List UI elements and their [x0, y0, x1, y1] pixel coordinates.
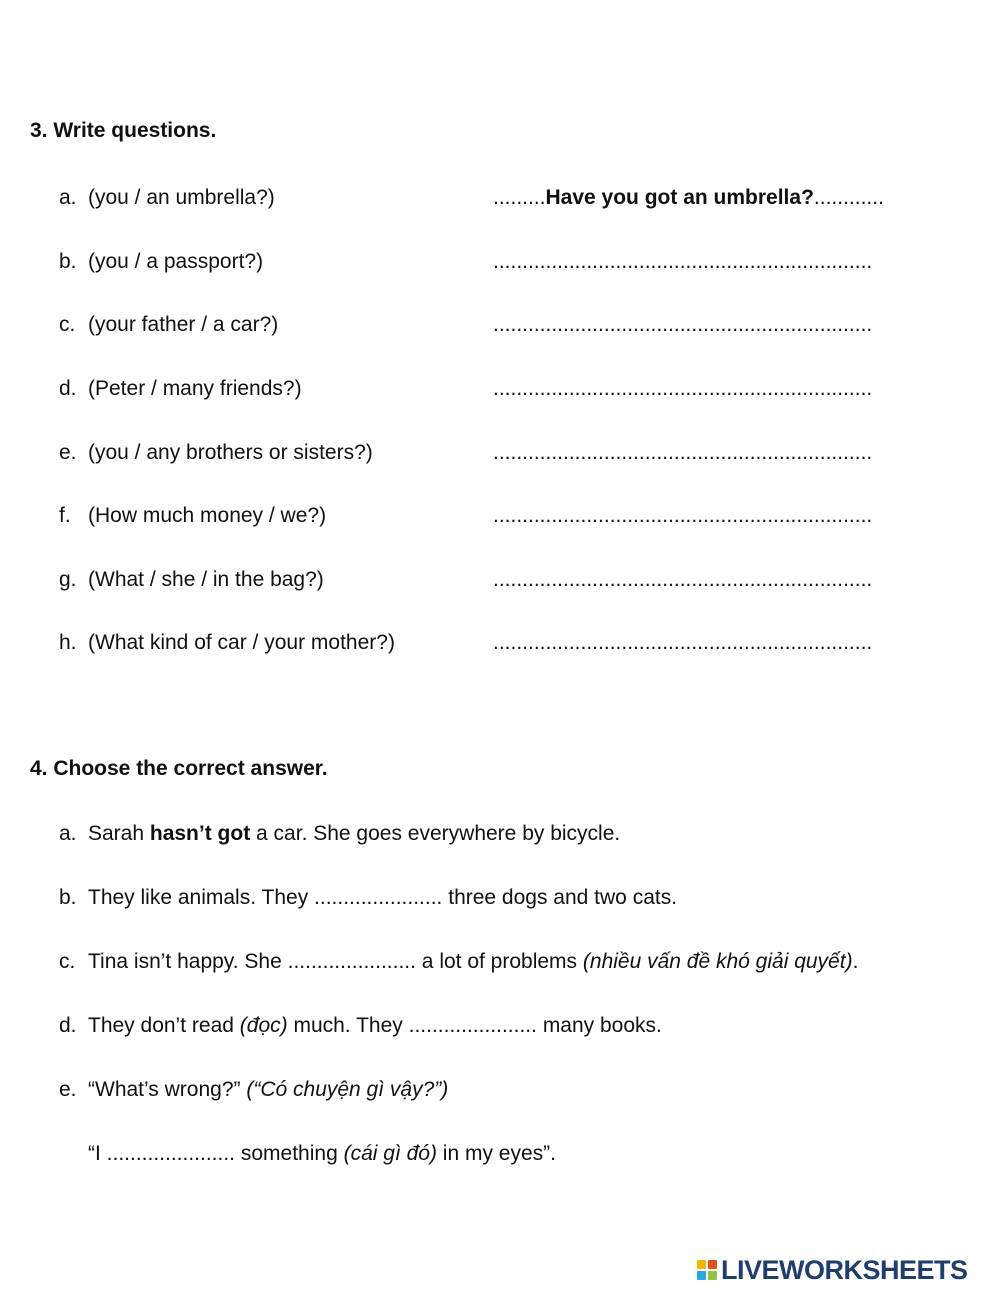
liveworksheets-logo: [697, 1255, 997, 1285]
question-prompt: (How much money / we?): [88, 504, 327, 527]
item-letter: g.: [59, 568, 77, 591]
item-letter: d.: [59, 1014, 77, 1037]
question-prompt: (your father / a car?): [88, 313, 279, 336]
question-4e: [0, 1075, 1000, 1105]
item-letter: e.: [59, 1078, 77, 1101]
question-prompt: (you / any brothers or sisters?): [88, 441, 373, 464]
question-4a: [0, 819, 1000, 849]
item-letter: c.: [59, 313, 76, 336]
question-prompt: (What kind of car / your mother?): [88, 631, 395, 654]
question-3a: [0, 183, 1000, 213]
question-prompt: (you / a passport?): [88, 250, 264, 273]
translation-note: (“Có chuyện gì vậy?”): [246, 1078, 449, 1101]
question-4c: [0, 947, 1000, 977]
logo-text: LIVEWORKSHEETS: [721, 1254, 968, 1285]
question-3d: [0, 374, 1000, 404]
question-4d: [0, 1011, 1000, 1041]
translation-note: (cái gì đó): [343, 1142, 437, 1165]
sentence: They like animals. They ...................... three dogs and two cats.: [88, 886, 678, 909]
answer-blank[interactable]: .................................................................: [493, 377, 873, 400]
translation-note: (nhiều vấn đề khó giải quyết): [582, 950, 853, 973]
item-letter: c.: [59, 950, 76, 973]
answer-blank[interactable]: .................................................................: [493, 504, 873, 527]
answer-blank[interactable]: .................................................................: [493, 568, 873, 591]
question-3e: [0, 438, 1000, 468]
sentence: Sarah hasn’t got a car. She goes everywhere by bicycle.: [88, 822, 621, 845]
item-letter: d.: [59, 377, 77, 400]
example-answer: Have you got an umbrella?: [545, 186, 814, 209]
question-prompt: (you / an umbrella?): [88, 186, 275, 209]
sentence: They don’t read (đọc) much. They ...................... many books.: [88, 1014, 662, 1037]
item-letter: a.: [59, 822, 77, 845]
question-4b: [0, 883, 1000, 913]
logo-square: [708, 1260, 717, 1269]
answer-blank[interactable]: .................................................................: [493, 313, 873, 336]
question-4e-response: [0, 1139, 1000, 1169]
question-prompt: (What / she / in the bag?): [88, 568, 324, 591]
item-letter: b.: [59, 250, 77, 273]
question-3c: [0, 310, 1000, 340]
logo-square: [697, 1271, 706, 1280]
sentence: Tina isn’t happy. She ...................... a lot of problems (nhiều vấn đề khó giải quyết).: [88, 950, 859, 973]
question-3f: [0, 501, 1000, 531]
question-3h: [0, 628, 1000, 658]
sentence: “What’s wrong?” (“Có chuyện gì vậy?”): [88, 1078, 449, 1101]
item-letter: h.: [59, 631, 77, 654]
logo-grid-icon: [697, 1260, 717, 1280]
item-letter: a.: [59, 186, 77, 209]
item-letter: b.: [59, 886, 77, 909]
answer-blank[interactable]: .................................................................: [493, 441, 873, 464]
sentence: “I ...................... something (cái gì đó) in my eyes”.: [88, 1142, 556, 1165]
logo-square: [697, 1260, 706, 1269]
question-prompt: (Peter / many friends?): [88, 377, 302, 400]
section-4-heading: 4. Choose the correct answer.: [30, 757, 328, 780]
example-answer: hasn’t got: [149, 822, 251, 845]
item-letter: e.: [59, 441, 77, 464]
section-3-heading: 3. Write questions.: [30, 119, 217, 142]
answer-blank[interactable]: .........Have you got an umbrella?............: [493, 186, 884, 209]
logo-square: [708, 1271, 717, 1280]
item-letter: f.: [59, 504, 71, 527]
answer-blank[interactable]: .................................................................: [493, 631, 873, 654]
answer-blank[interactable]: .................................................................: [493, 250, 873, 273]
question-3b: [0, 247, 1000, 277]
question-3g: [0, 565, 1000, 595]
translation-note: (đọc): [239, 1014, 288, 1037]
